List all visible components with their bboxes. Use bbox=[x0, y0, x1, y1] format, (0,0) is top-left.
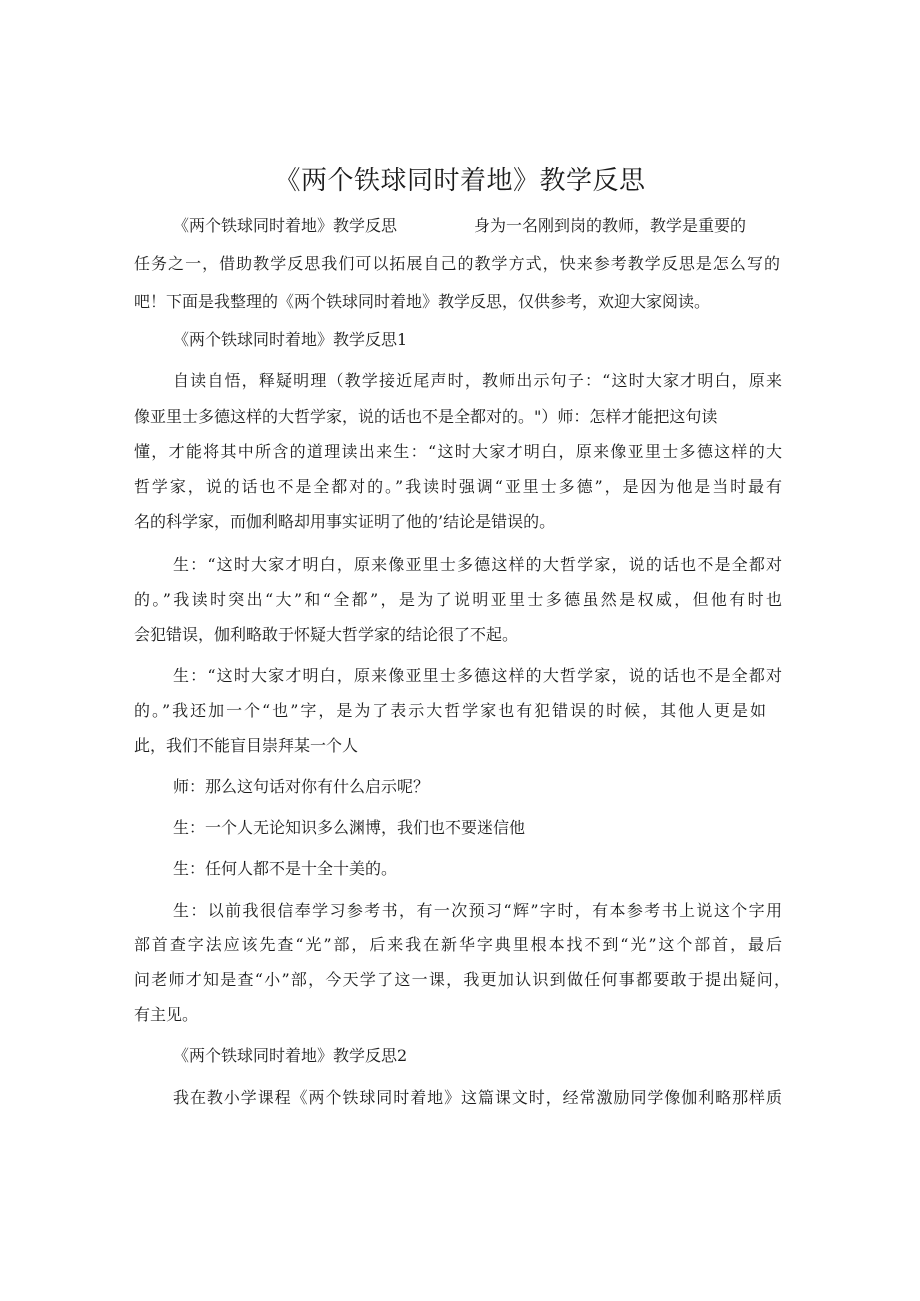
document-title: 《两个铁球同时着地》教学反思 bbox=[274, 166, 646, 196]
section-2-heading: 《两个铁球同时着地》教学反思2 bbox=[173, 1046, 408, 1065]
paragraph-line: 问老师才知是查“小”部，今天学了这一课，我更加认识到做任何事都要敢于提出疑问， bbox=[134, 970, 790, 989]
paragraph-line: 懂，才能将其中所含的道理读出来生：“这时大家才明白，原来像亚里士多德这样的大 bbox=[134, 442, 782, 461]
paragraph-line: 部首查字法应该先查“光”部，后来我在新华字典里根本找不到“光”这个部首，最后 bbox=[134, 935, 782, 954]
paragraph-line: 生：任何人都不是十全十美的。 bbox=[173, 859, 398, 878]
paragraph-line: 会犯错误，伽利略敢于怀疑大哲学家的结论很了不起。 bbox=[134, 625, 519, 644]
intro-lead-text: 《两个铁球同时着地》教学反思 bbox=[173, 216, 398, 235]
paragraph-line: 名的科学家，而伽利略却用事实证明了他的’结论是错误的。 bbox=[134, 512, 556, 531]
paragraph-line: 师：那么这句话对你有什么启示呢？ bbox=[173, 777, 430, 796]
paragraph-line: 生：“这时大家才明白，原来像亚里士多德这样的大哲学家，说的话也不是全都对 bbox=[173, 666, 782, 685]
paragraph-line: 生：一个人无论知识多么渊博，我们也不要迷信他 bbox=[173, 818, 526, 837]
paragraph-line: 我在教小学课程《两个铁球同时着地》这篇课文时，经常激励同学像伽利略那样质 bbox=[173, 1088, 782, 1107]
paragraph-line: 此，我们不能盲目崇拜某一个人 bbox=[134, 736, 359, 755]
paragraph-line: 的。”我还加一个“也”字，是为了表示大哲学家也有犯错误的时候，其他人更是如 bbox=[134, 701, 766, 720]
paragraph-line: 生：以前我很信奉学习参考书，有一次预习“辉”字时，有本参考书上说这个字用 bbox=[173, 901, 782, 920]
paragraph-line: 自读自悟，释疑明理（教学接近尾声时，教师出示句子：“这时大家才明白，原来 bbox=[173, 371, 782, 390]
paragraph-line: 有主见。 bbox=[134, 1005, 199, 1024]
paragraph-line: 的。”我读时突出“大”和“全都”，是为了说明亚里士多德虽然是权威，但他有时也 bbox=[134, 590, 782, 609]
intro-first-line-text: 身为一名刚到岗的教师，教学是重要的 bbox=[474, 216, 747, 235]
paragraph-line: 生：“这时大家才明白，原来像亚里士多德这样的大哲学家，说的话也不是全都对 bbox=[173, 555, 782, 574]
paragraph-line: 像亚里士多德这样的大哲学家，说的话也不是全都对的。"）师：怎样才能把这句读 bbox=[134, 407, 718, 426]
section-1-heading: 《两个铁球同时着地》教学反思1 bbox=[173, 330, 408, 349]
paragraph-line: 哲学家，说的话也不是全都对的。”我读时强调“亚里士多德”，是因为他是当时最有 bbox=[134, 477, 782, 496]
intro-line-2: 任务之一，借助教学反思我们可以拓展自己的教学方式，快来参考教学反思是怎么写的 bbox=[134, 254, 780, 273]
intro-line-3: 吧！下面是我整理的《两个铁球同时着地》教学反思，仅供参考，欢迎大家阅读。 bbox=[134, 292, 711, 311]
